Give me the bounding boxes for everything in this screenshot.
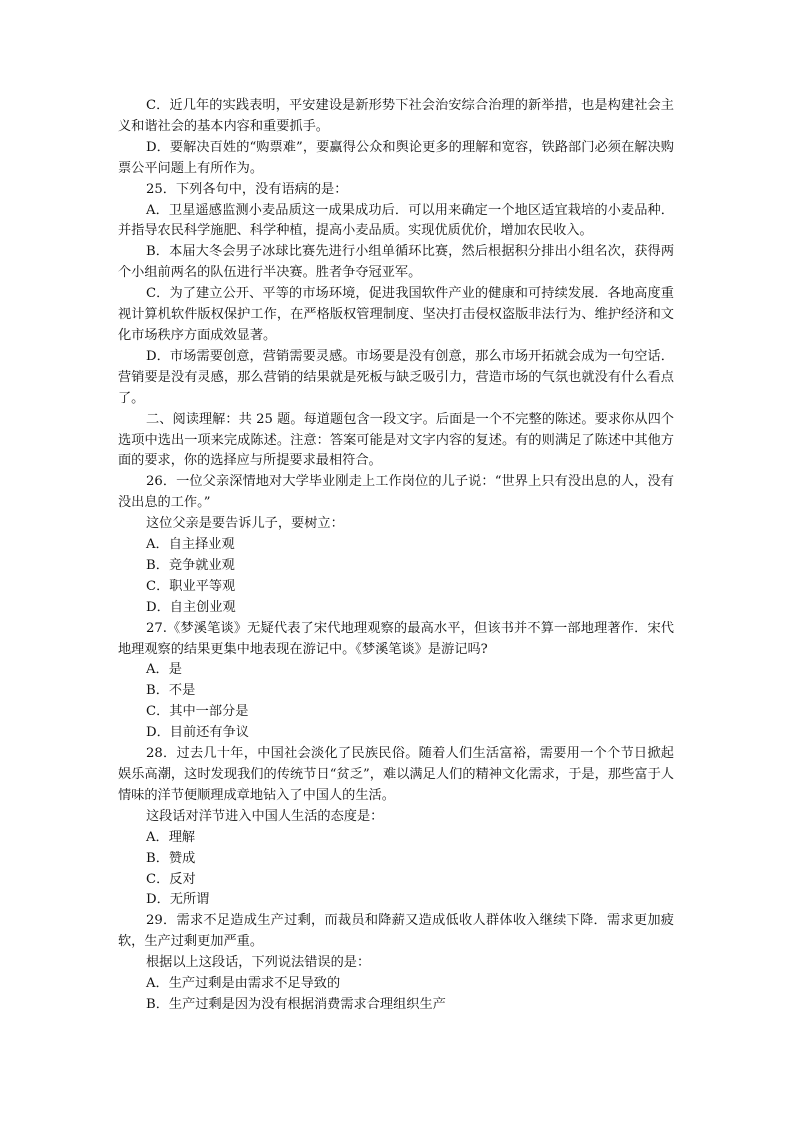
question-stem: 28．过去几十年，中国社会淡化了民族民俗。随着人们生活富裕，需要用一个个节日掀起娱乐高潮，这时发现我们的传统节日“贫乏”，难以满足人们的精神文化需求，于是，那些富于人情味的洋节便顺理成章地钻入了中国人的生活。 bbox=[118, 746, 674, 803]
question-stem: 27.《梦溪笔谈》无疑代表了宋代地理观察的最高水平，但该书并不算一部地理著作．宋代地理观察的结果更集中地表现在游记中。《梦溪笔谈》是游记吗? bbox=[118, 620, 674, 657]
answer-option: D．目前还有争议 bbox=[146, 725, 249, 741]
answer-option: A．是 bbox=[146, 662, 182, 678]
paragraph: D．要解决百姓的“购票难”，要赢得公众和舆论更多的理解和宽容，铁路部门必须在解决购票公平问题上有所作为。 bbox=[118, 139, 674, 176]
answer-option: D．无所谓 bbox=[146, 892, 210, 908]
paragraph: C．为了建立公开、平等的市场环境，促进我国软件产业的健康和可持续发展．各地高度重视计算机软件版权保护工作，在严格版权管理制度、坚决打击侵权盗版非法行为、维护经济和文化市场秩序方面成效显著。 bbox=[118, 286, 674, 343]
paragraph: C．近几年的实践表明，平安建设是新形势下社会治安综合治理的新举措，也是构建社会主义和谐社会的基本内容和重要抓手。 bbox=[118, 98, 674, 134]
paragraph: B．本届大冬会男子冰球比赛先进行小组单循环比赛，然后根据积分排出小组名次，获得两个小组前两名的队伍进行半决赛。胜者争夺冠亚军。 bbox=[118, 244, 674, 281]
answer-option: A．自主择业观 bbox=[146, 537, 235, 553]
question-stem: 29．需求不足造成生产过剩，而裁员和降薪又造成低收人群体收入继续下降．需求更加疲软，生产过剩更加严重。 bbox=[118, 913, 674, 950]
section-heading: 二、阅读理解：共 25 题。每道题包含一段文字。后面是一个不完整的陈述。要求你从四个选项中选出一项来完成陈述。注意：答案可能是对文字内容的复述。有的则满足了陈述中其他方面的要求，你的选择应与所提要求最相符合。 bbox=[118, 411, 674, 469]
question-stem: 25．下列各句中，没有语病的是： bbox=[146, 181, 348, 197]
answer-option: C．反对 bbox=[146, 871, 196, 887]
question-prompt: 这段话对洋节进入中国人生活的态度是： bbox=[146, 808, 384, 824]
paragraph: A．卫星遥感监测小麦品质这一成果成功后．可以用来确定一个地区适宜栽培的小麦品种．并指导农民科学施肥、科学种植，提高小麦品质。实现优质优价，增加农民收入。 bbox=[118, 202, 674, 239]
answer-option: A．生产过剩是由需求不足导致的 bbox=[146, 976, 341, 992]
question-prompt: 根据以上这段话，下列说法错误的是： bbox=[146, 955, 371, 971]
answer-option: A．理解 bbox=[146, 829, 196, 845]
answer-option: B．竞争就业观 bbox=[146, 557, 235, 573]
answer-option: C．其中一部分是 bbox=[146, 704, 249, 720]
question-stem: 26．一位父亲深情地对大学毕业刚走上工作岗位的儿子说：“世界上只有没出息的人，没有没出息的工作。” bbox=[118, 474, 674, 511]
document-page bbox=[118, 96, 674, 1016]
answer-option: B．赞成 bbox=[146, 850, 196, 866]
answer-option: D．自主创业观 bbox=[146, 599, 236, 615]
answer-option: B．不是 bbox=[146, 683, 196, 699]
question-prompt: 这位父亲是要告诉儿子，要树立： bbox=[146, 516, 344, 532]
answer-option: B．生产过剩是因为没有根据消费需求合理组织生产 bbox=[146, 996, 446, 1012]
answer-option: C．职业平等观 bbox=[146, 578, 236, 594]
paragraph: D．市场需要创意，营销需要灵感。市场要是没有创意，那么市场开拓就会成为一句空话．营销要是没有灵感，那么营销的结果就是死板与缺乏吸引力，营造市场的气氛也就没有什么看点了。 bbox=[118, 348, 674, 406]
